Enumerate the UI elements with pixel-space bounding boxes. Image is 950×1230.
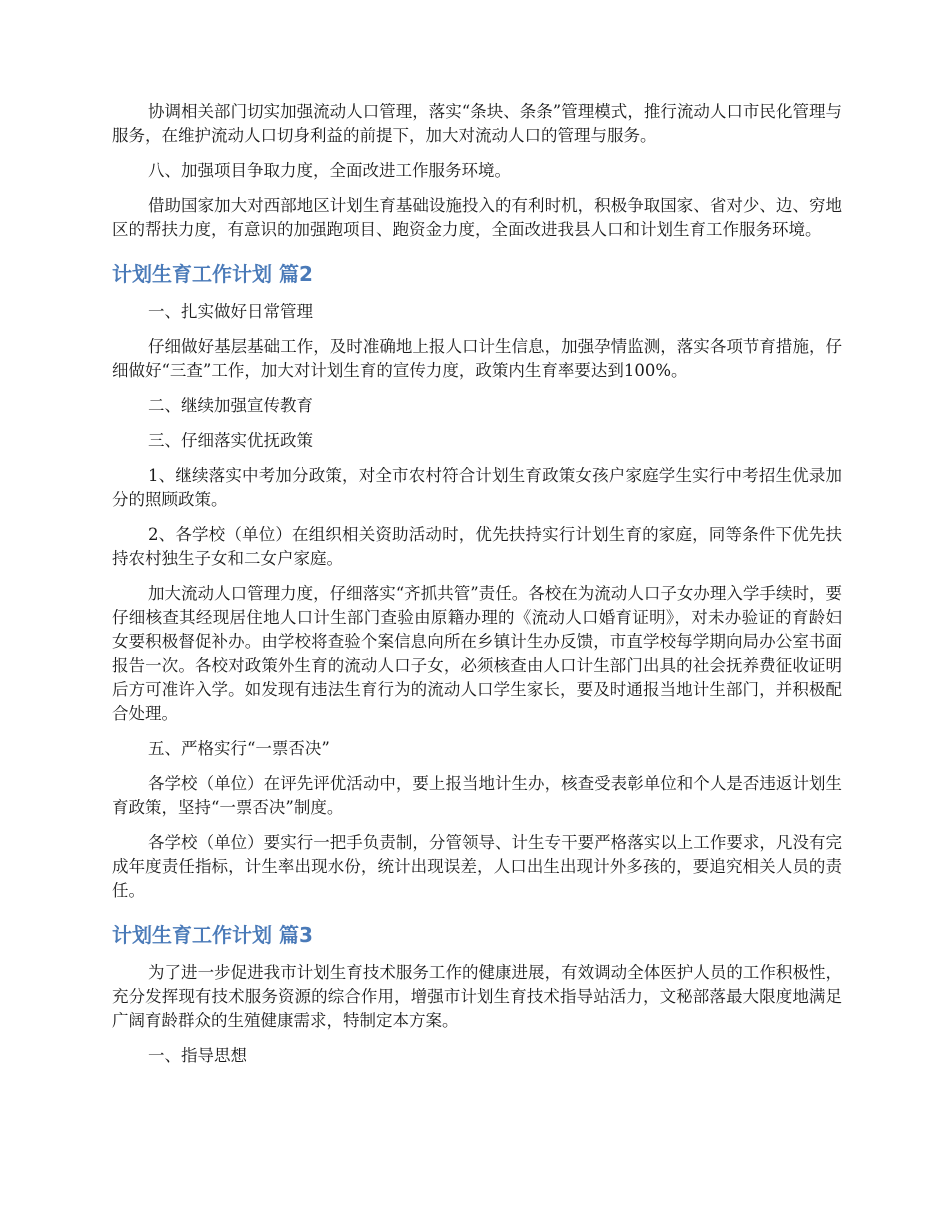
section-heading: 计划生育工作计划 篇3 [112,923,313,947]
paragraph: 加大流动人口管理力度，仔细落实“齐抓共管”责任。各校在为流动人口子女办理入学手续时，要仔细核查其经现居住地人口计生部门查验由原籍办理的《流动人口婚育证明》，对未办验证的育龄妇女要积极督促补办。由学校将查验个案信息向所在乡镇计生办反馈，市直学校每学期向局办公室书面报告一次。各校对政策外生育的流动人口子女，必须核查由人口计生部门出具的社会抚养费征收证明后方可准许入学。如发现有违法生育行为的流动人口学生家长，要及时通报当地计生部门，并积极配合处理。 [112,584,842,723]
document-page [112,100,842,1079]
paragraph: 五、严格实行“一票否决” [148,739,330,758]
paragraph: 三、仔细落实优抚政策 [148,431,313,450]
paragraph: 各学校（单位）在评先评优活动中，要上报当地计生办，核查受表彰单位和个人是否违返计划生育政策，坚持“一票否决”制度。 [112,774,842,817]
paragraph: 一、扎实做好日常管理 [148,302,313,321]
paragraph: 仔细做好基层基础工作，及时准确地上报人口计生信息，加强孕情监测，落实各项节育措施，仔细做好“三查”工作，加大对计划生育的宣传力度，政策内生育率要达到100%。 [112,337,842,380]
section-heading: 计划生育工作计划 篇2 [112,262,313,286]
paragraph: 2、各学校（单位）在组织相关资助活动时，优先扶持实行计划生育的家庭，同等条件下优先扶持农村独生子女和二女户家庭。 [112,525,842,568]
paragraph: 一、指导思想 [148,1046,247,1065]
paragraph: 1、继续落实中考加分政策，对全市农村符合计划生育政策女孩户家庭学生实行中考招生优录加分的照顾政策。 [112,466,842,509]
paragraph: 各学校（单位）要实行一把手负责制，分管领导、计生专干要严格落实以上工作要求，凡没有完成年度责任指标，计生率出现水份，统计出现误差，人口出生出现计外多孩的，要追究相关人员的责任。 [112,833,842,900]
paragraph: 协调相关部门切实加强流动人口管理，落实“条块、条条”管理模式，推行流动人口市民化管理与服务，在维护流动人口切身利益的前提下，加大对流动人口的管理与服务。 [112,102,842,145]
paragraph: 借助国家加大对西部地区计划生育基础设施投入的有利时机，积极争取国家、省对少、边、穷地区的帮扶力度，有意识的加强跑项目、跑资金力度，全面改进我县人口和计划生育工作服务环境。 [112,196,842,239]
paragraph: 八、加强项目争取力度，全面改进工作服务环境。 [148,161,511,180]
paragraph: 二、继续加强宣传教育 [148,396,313,415]
paragraph: 为了进一步促进我市计划生育技术服务工作的健康进展，有效调动全体医护人员的工作积极性，充分发挥现有技术服务资源的综合作用，增强市计划生育技术指导站活力，文秘部落最大限度地满足广阔育龄群众的生殖健康需求，特制定本方案。 [112,963,842,1030]
